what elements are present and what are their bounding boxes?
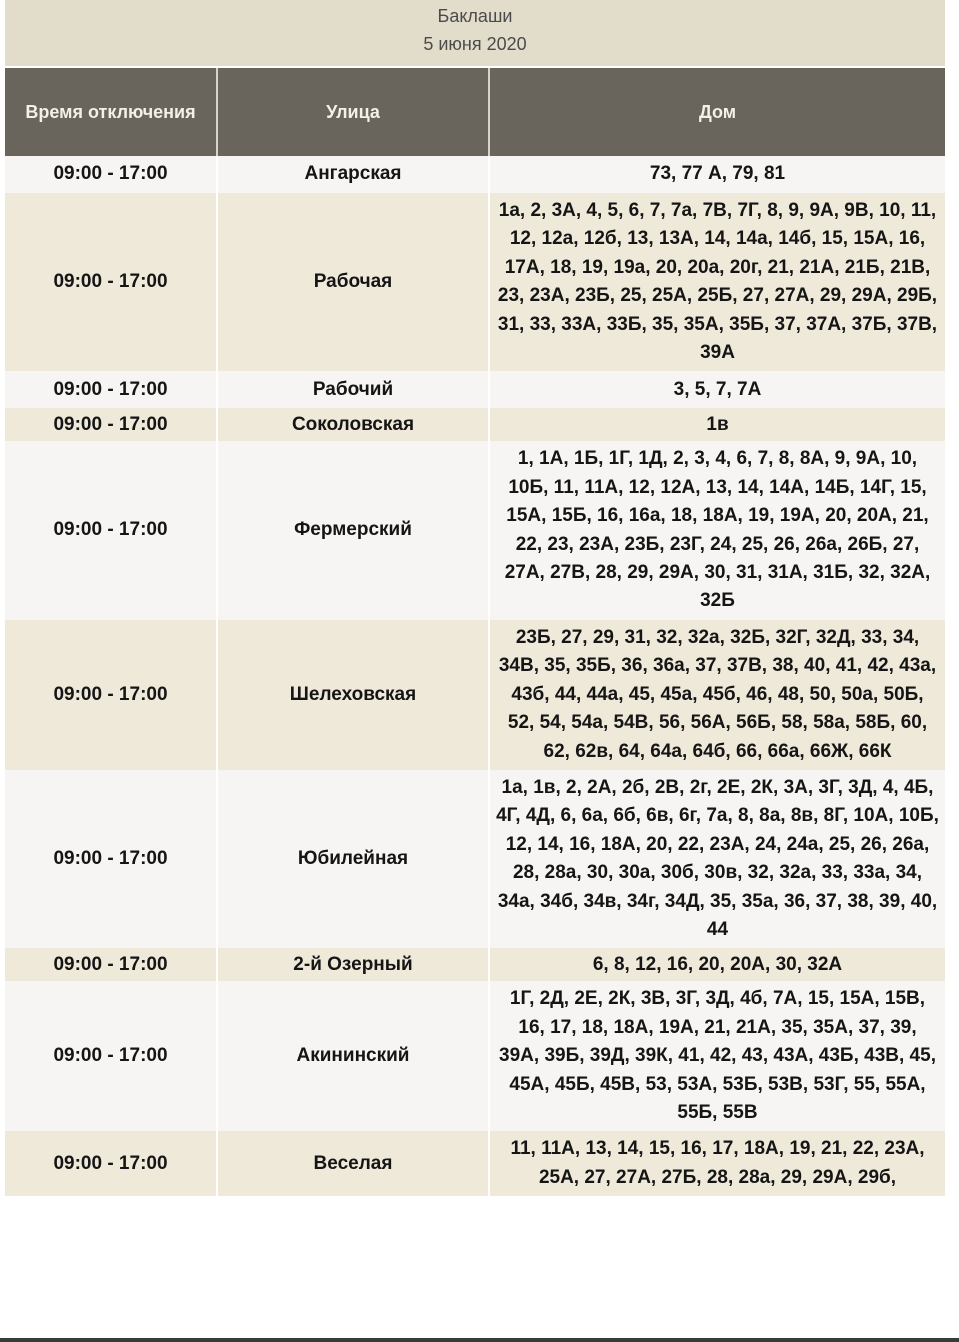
houses-cell: 3, 5, 7, 7А	[489, 371, 945, 408]
street-cell: Акининский	[217, 981, 489, 1131]
street-cell: Соколовская	[217, 408, 489, 441]
table-caption	[5, 0, 945, 66]
column-header-time: Время отключения	[5, 68, 217, 156]
street-cell: Веселая	[217, 1131, 489, 1196]
time-cell: 09:00 - 17:00	[5, 948, 217, 981]
time-cell: 09:00 - 17:00	[5, 193, 217, 371]
locality-name: Баклаши	[437, 6, 513, 26]
houses-cell: 1а, 1в, 2, 2А, 2б, 2В, 2г, 2Е, 2К, 3А, 3Г, 3Д, 4, 4Б, 4Г, 4Д, 6, 6а, 6б, 6в, 6г, 7а, 8, 8а, 8в, 8Г, 10А, 10Б, 12, 14, 16, 18А, 20, 22, 23А, 24, 24а, 25, 26, 26а, 28, 28а, 30, 30а, 30б, 30в, 32, 32а, 33, 33а, 34, 34а, 34б, 34в, 34г, 34Д, 35, 35а, 36, 37, 38, 39, 40, 44	[489, 770, 945, 948]
houses-cell: 1в	[489, 408, 945, 441]
column-header-house: Дом	[489, 68, 945, 156]
time-cell: 09:00 - 17:00	[5, 770, 217, 948]
table-row	[5, 408, 945, 441]
street-cell: 2-й Озерный	[217, 948, 489, 981]
table-row	[5, 441, 945, 619]
houses-cell: 6, 8, 12, 16, 20, 20А, 30, 32А	[489, 948, 945, 981]
outage-date: 5 июня 2020	[423, 34, 527, 54]
time-cell: 09:00 - 17:00	[5, 981, 217, 1131]
street-cell: Рабочий	[217, 371, 489, 408]
houses-cell: 23Б, 27, 29, 31, 32, 32а, 32Б, 32Г, 32Д, 33, 34, 34В, 35, 35Б, 36, 36а, 37, 37В, 38, 40, 41, 42, 43а, 43б, 44, 44а, 45, 45а, 45б, 46, 48, 50, 50а, 50Б, 52, 54, 54а, 54В, 56, 56А, 56Б, 58, 58а, 58Б, 60, 62, 62в, 64, 64а, 64б, 66, 66а, 66Ж, 66К	[489, 620, 945, 770]
street-cell: Шелеховская	[217, 620, 489, 770]
time-cell: 09:00 - 17:00	[5, 1131, 217, 1196]
table-row	[5, 948, 945, 981]
houses-cell: 11, 11А, 13, 14, 15, 16, 17, 18А, 19, 21, 22, 23А, 25А, 27, 27А, 27Б, 28, 28а, 29, 29А, 29б,	[489, 1131, 945, 1196]
street-cell: Рабочая	[217, 193, 489, 371]
table-row	[5, 770, 945, 948]
table-row	[5, 620, 945, 770]
time-cell: 09:00 - 17:00	[5, 408, 217, 441]
time-cell: 09:00 - 17:00	[5, 156, 217, 193]
street-cell: Фермерский	[217, 441, 489, 619]
street-cell: Юбилейная	[217, 770, 489, 948]
time-cell: 09:00 - 17:00	[5, 620, 217, 770]
table-row	[5, 193, 945, 371]
houses-cell: 73, 77 А, 79, 81	[489, 156, 945, 193]
table-row	[5, 1131, 945, 1196]
right-margin	[945, 0, 959, 1342]
outage-table	[5, 68, 945, 1196]
page	[5, 0, 945, 1342]
houses-cell: 1а, 2, 3А, 4, 5, 6, 7, 7а, 7В, 7Г, 8, 9, 9А, 9В, 10, 11, 12, 12а, 12б, 13, 13А, 14, 14а, 14б, 15, 15А, 16, 17А, 18, 19, 19а, 20, 20а, 20г, 21, 21А, 21Б, 21В, 23, 23А, 23Б, 25, 25А, 25Б, 27, 27А, 29, 29А, 29Б, 31, 33, 33А, 33Б, 35, 35А, 35Б, 37, 37А, 37Б, 37В, 39А	[489, 193, 945, 371]
bottom-edge	[0, 1338, 959, 1342]
table-header-row	[5, 68, 945, 156]
table-row	[5, 981, 945, 1131]
street-cell: Ангарская	[217, 156, 489, 193]
houses-cell: 1Г, 2Д, 2Е, 2К, 3В, 3Г, 3Д, 4б, 7А, 15, 15А, 15В, 16, 17, 18, 18А, 19А, 21, 21А, 35, 35А, 37, 39, 39А, 39Б, 39Д, 39К, 41, 42, 43, 43А, 43Б, 43В, 45, 45А, 45Б, 45В, 53, 53А, 53Б, 53В, 53Г, 55, 55А, 55Б, 55В	[489, 981, 945, 1131]
table-row	[5, 371, 945, 408]
table-row	[5, 156, 945, 193]
houses-cell: 1, 1А, 1Б, 1Г, 1Д, 2, 3, 4, 6, 7, 8, 8А, 9, 9А, 10, 10Б, 11, 11А, 12, 12А, 13, 14, 14А, 14Б, 14Г, 15, 15А, 15Б, 16, 16а, 18, 18А, 19, 19А, 20, 20А, 21, 22, 23, 23А, 23Б, 23Г, 24, 25, 26, 26а, 26Б, 27, 27А, 27В, 28, 29, 29А, 30, 31, 31А, 31Б, 32, 32А, 32Б	[489, 441, 945, 619]
time-cell: 09:00 - 17:00	[5, 441, 217, 619]
column-header-street: Улица	[217, 68, 489, 156]
time-cell: 09:00 - 17:00	[5, 371, 217, 408]
